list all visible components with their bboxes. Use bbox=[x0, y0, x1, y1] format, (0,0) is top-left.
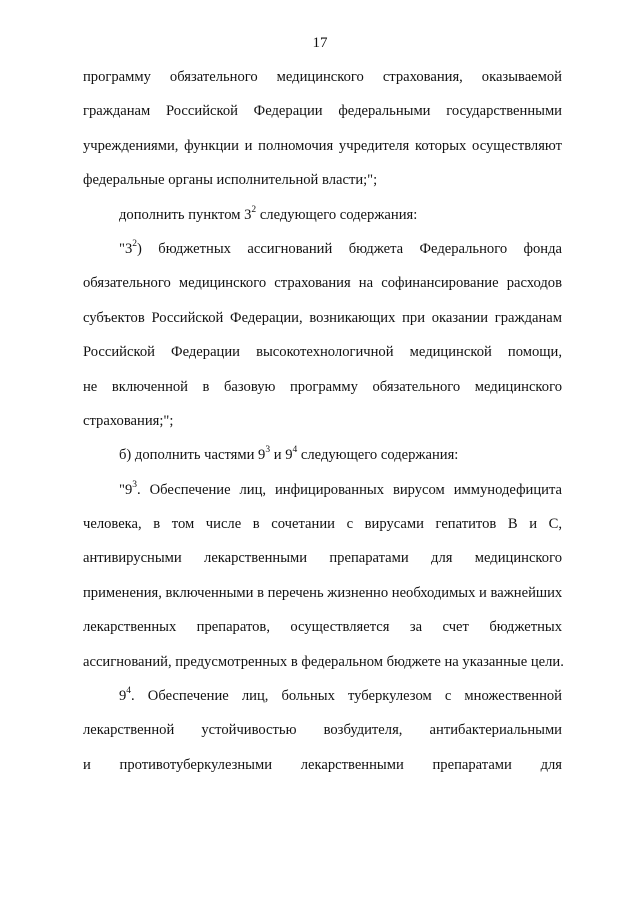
text-segment: не включенной в базовую программу обязательного медицинского bbox=[83, 378, 562, 395]
text-line bbox=[83, 129, 562, 163]
document-body bbox=[83, 60, 562, 782]
text-segment: программу обязательного медицинского страхования, оказываемой bbox=[83, 69, 562, 85]
text-line bbox=[83, 266, 562, 300]
text-segment: обязательного медицинского страхования на софинансирование расходов bbox=[83, 275, 562, 292]
text-segment: ассигнований, предусмотренных в федеральном бюджете на указанные цели. bbox=[83, 653, 564, 670]
text-segment: федеральные органы исполнительной власти;"; bbox=[83, 172, 378, 189]
text-line bbox=[83, 576, 562, 610]
text-segment: субъектов Российской Федерации, возникающих при оказании гражданам bbox=[83, 309, 562, 326]
text-line bbox=[83, 645, 562, 679]
text-line bbox=[83, 473, 562, 507]
superscript: 2 bbox=[251, 204, 257, 215]
text-line bbox=[83, 438, 562, 472]
text-line bbox=[83, 94, 562, 128]
text-line bbox=[83, 507, 562, 541]
text-line bbox=[83, 404, 562, 438]
superscript: 3 bbox=[132, 479, 138, 490]
superscript: 3 bbox=[265, 445, 271, 456]
text-line bbox=[83, 610, 562, 644]
text-segment: лекарственных препаратов, осуществляется за счет бюджетных bbox=[83, 619, 562, 636]
text-segment: . Обеспечение лиц, инфицированных вирусом иммунодефицита bbox=[137, 481, 562, 498]
text-segment: следующего содержания: bbox=[297, 447, 459, 464]
text-segment: "3 bbox=[119, 240, 133, 257]
text-segment: человека, в том числе в сочетании с вирусами гепатитов В и С, bbox=[83, 516, 562, 533]
text-line bbox=[83, 163, 562, 197]
text-line bbox=[83, 232, 562, 266]
text-line bbox=[83, 679, 562, 713]
superscript: 2 bbox=[132, 239, 138, 250]
text-line bbox=[83, 370, 562, 404]
text-segment: гражданам Российской Федерации федеральными государственными bbox=[83, 103, 562, 120]
text-segment: . Обеспечение лиц, больных туберкулезом с множественной bbox=[131, 688, 562, 705]
text-line bbox=[83, 60, 562, 94]
text-line bbox=[83, 301, 562, 335]
text-line bbox=[83, 198, 562, 232]
text-segment: и противотуберкулезными лекарственными препаратами для bbox=[83, 756, 562, 773]
text-segment: учреждениями, функции и полномочия учредителя которых осуществляют bbox=[83, 137, 562, 154]
superscript: 4 bbox=[126, 686, 132, 697]
text-segment: Российской Федерации высокотехнологичной медицинской помощи, bbox=[83, 344, 562, 361]
text-segment: и 9 bbox=[270, 447, 293, 464]
text-line bbox=[83, 541, 562, 575]
page-number: 17 bbox=[312, 35, 328, 51]
text-segment: 9 bbox=[119, 688, 127, 705]
text-segment: страхования;"; bbox=[83, 412, 174, 429]
text-segment: "9 bbox=[119, 481, 133, 498]
text-line bbox=[83, 335, 562, 369]
text-segment: антивирусными лекарственными препаратами для медицинского bbox=[83, 550, 562, 567]
text-segment: дополнить пунктом 3 bbox=[119, 206, 252, 223]
text-segment: ) бюджетных ассигнований бюджета Федерального фонда bbox=[137, 240, 562, 257]
text-line bbox=[83, 713, 562, 747]
text-segment: применения, включенными в перечень жизненно необходимых и важнейших bbox=[83, 584, 563, 601]
text-segment: следующего содержания: bbox=[256, 206, 418, 223]
superscript: 4 bbox=[292, 445, 298, 456]
text-segment: б) дополнить частями 9 bbox=[119, 447, 266, 464]
text-segment: лекарственной устойчивостью возбудителя, антибактериальными bbox=[83, 722, 562, 739]
text-line bbox=[83, 748, 562, 782]
